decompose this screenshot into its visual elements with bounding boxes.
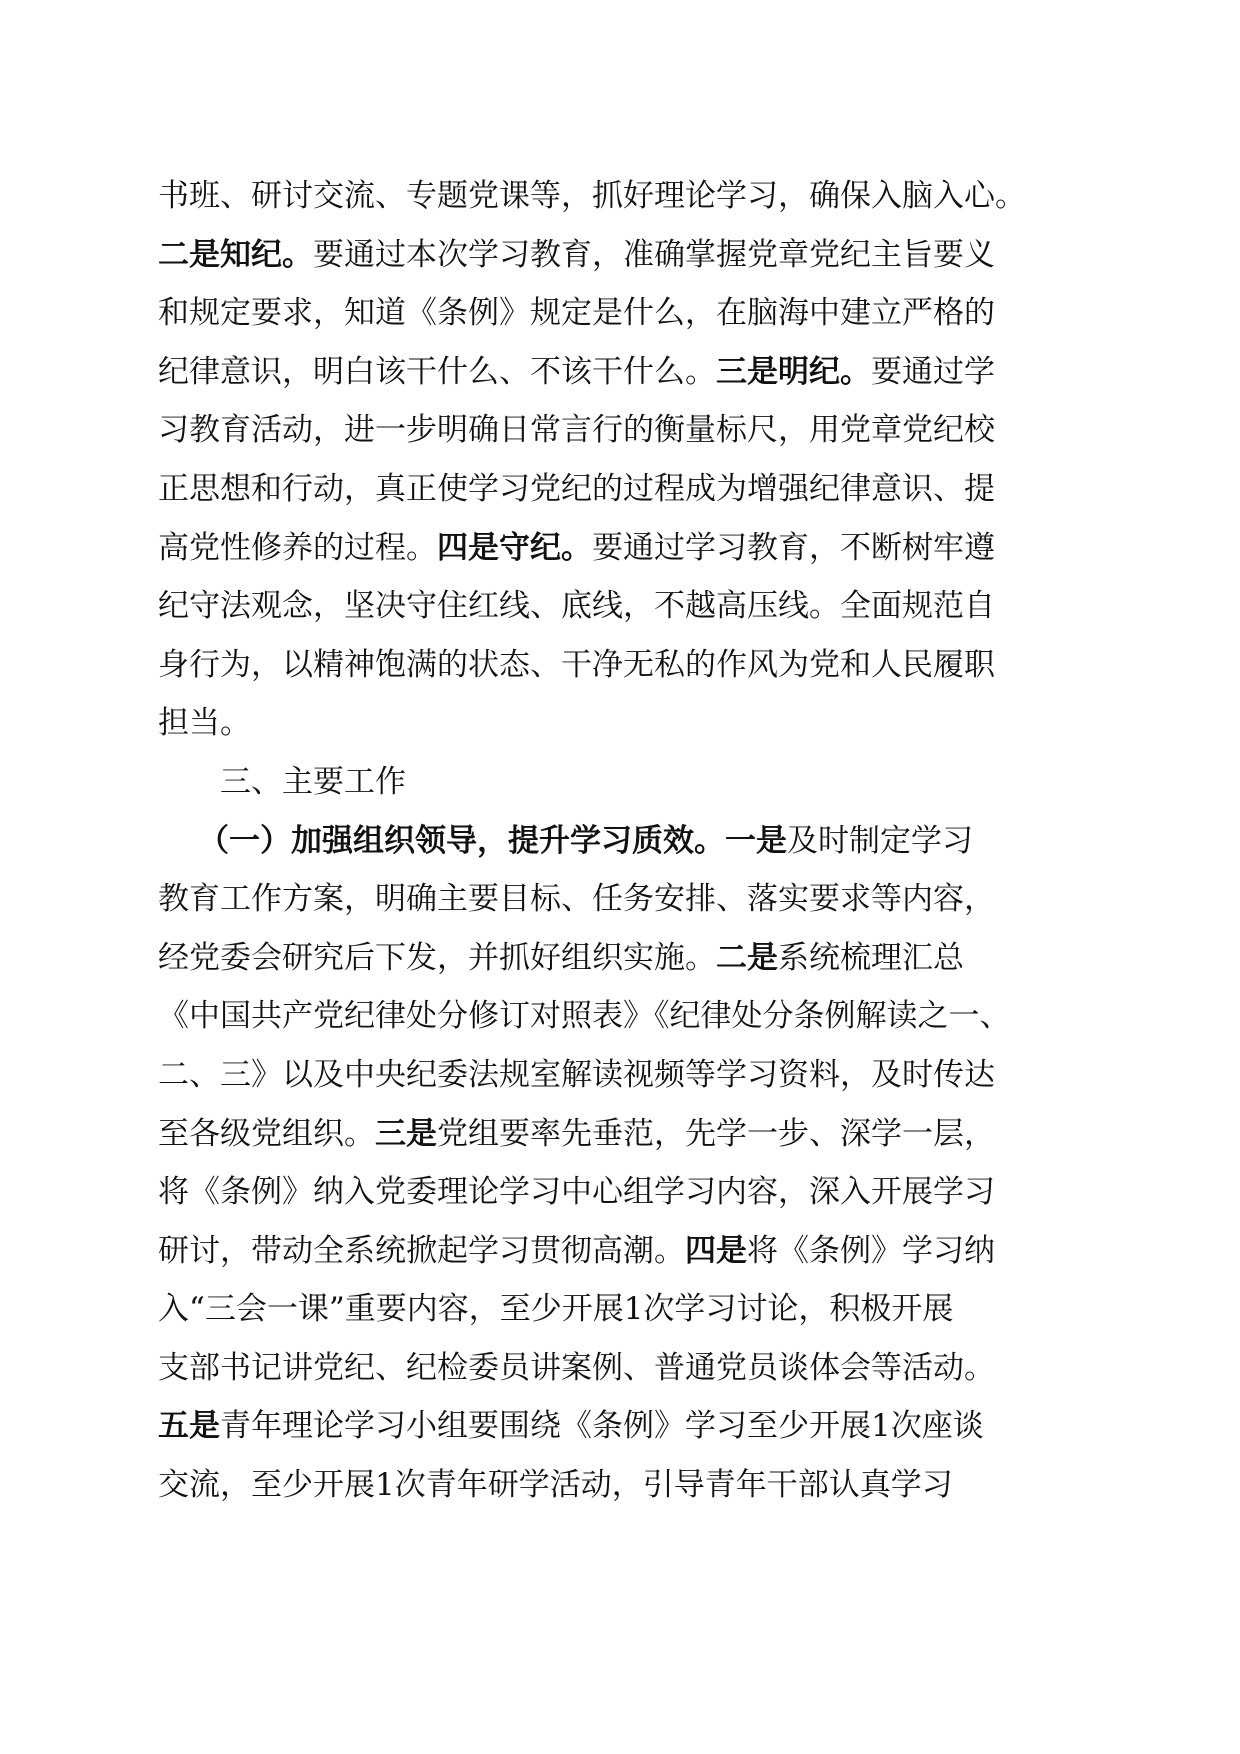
bold-segment: 二是 — [716, 939, 778, 976]
text-segment: 担当。 — [158, 705, 251, 742]
text-segment: 教育工作方案，明确主要目标、任务安排、落实要求等内容， — [158, 881, 995, 918]
text-line — [158, 343, 1088, 402]
text-segment: 研讨，带动全系统掀起学习贯彻高潮。 — [158, 1232, 685, 1269]
text-segment: 要通过学习教育，不断树牢遵 — [592, 529, 995, 566]
text-segment: 要通过本次学习教育，准确掌握党章党纪主旨要义 — [313, 236, 995, 273]
text-segment: 入“三会一课”重要内容，至少开展1次学习讨论，积极开展 — [158, 1291, 954, 1328]
text-segment: 高党性修养的过程。 — [158, 529, 437, 566]
text-segment: 和规定要求，知道《条例》规定是什么，在脑海中建立严格的 — [158, 295, 995, 332]
bold-segment: 五是 — [158, 1408, 220, 1445]
bold-segment: 四是 — [685, 1232, 747, 1269]
text-segment: 要通过学 — [871, 353, 995, 390]
bold-segment: 三是明纪。 — [716, 353, 871, 390]
section-heading — [158, 753, 1088, 812]
text-line — [158, 1105, 1088, 1164]
text-segment: 正思想和行动，真正使学习党纪的过程成为增强纪律意识、提 — [158, 470, 995, 507]
text-segment: 系统梳理汇总 — [778, 939, 964, 976]
text-segment: 书班、研讨交流、专题党课等，抓好理论学习，确保入脑入心。 — [158, 178, 1026, 214]
text-line — [158, 1222, 1088, 1281]
text-line — [158, 401, 1088, 460]
text-line — [158, 1339, 1088, 1398]
text-segment: 习教育活动，进一步明确日常言行的衡量标尺，用党章党纪校 — [158, 412, 995, 449]
text-segment: 将《条例》纳入党委理论学习中心组学习内容，深入开展学习 — [158, 1174, 995, 1211]
body-text — [158, 167, 1088, 1515]
text-line — [158, 1046, 1088, 1105]
text-line — [158, 284, 1088, 343]
text-segment: 青年理论学习小组要围绕《条例》学习至少开展1次座谈 — [220, 1408, 984, 1445]
text-segment: 经党委会研究后下发，并抓好组织实施。 — [158, 939, 716, 976]
text-line — [158, 1280, 1088, 1339]
text-segment: 二、三》以及中央纪委法规室解读视频等学习资料，及时传达 — [158, 1056, 995, 1093]
text-line — [158, 1456, 1088, 1515]
text-segment: 身行为，以精神饱满的状态、干净无私的作风为党和人民履职 — [158, 646, 995, 683]
text-line — [158, 226, 1088, 285]
text-line — [158, 1397, 1088, 1456]
bold-segment: 四是守纪。 — [437, 529, 592, 566]
text-segment: 支部书记讲党纪、纪检委员讲案例、普通党员谈体会等活动。 — [158, 1349, 995, 1386]
text-line — [158, 636, 1088, 695]
text-segment: 交流，至少开展1次青年研学活动，引导青年干部认真学习 — [158, 1467, 953, 1504]
bold-segment: 二是知纪。 — [158, 236, 313, 273]
text-segment: 纪守法观念，坚决守住红线、底线，不越高压线。全面规范自 — [158, 588, 995, 625]
text-segment: 将《条例》学习纳 — [747, 1232, 995, 1269]
text-line — [158, 460, 1088, 519]
bold-segment: 一是 — [725, 822, 787, 859]
text-line — [158, 987, 1088, 1046]
text-segment: 至各级党组织。 — [158, 1115, 375, 1152]
bold-segment: （一）加强组织领导，提升学习质效。 — [198, 822, 725, 859]
text-segment: 纪律意识，明白该干什么、不该干什么。 — [158, 353, 716, 390]
text-line — [158, 519, 1088, 578]
text-line — [158, 694, 1088, 753]
text-segment: 三、主要工作 — [220, 763, 406, 800]
text-segment: 《中国共产党纪律处分修订对照表》《纪律处分条例解读之一、 — [158, 998, 1011, 1035]
text-line — [158, 870, 1088, 929]
text-line — [158, 929, 1088, 988]
bold-segment: 三是 — [375, 1115, 437, 1152]
subsection-heading-line — [158, 812, 1088, 871]
text-line — [158, 167, 1088, 226]
text-line — [158, 1163, 1088, 1222]
text-segment: 及时制定学习 — [787, 822, 973, 859]
text-line — [158, 577, 1088, 636]
text-segment: 党组要率先垂范，先学一步、深学一层， — [437, 1115, 995, 1152]
